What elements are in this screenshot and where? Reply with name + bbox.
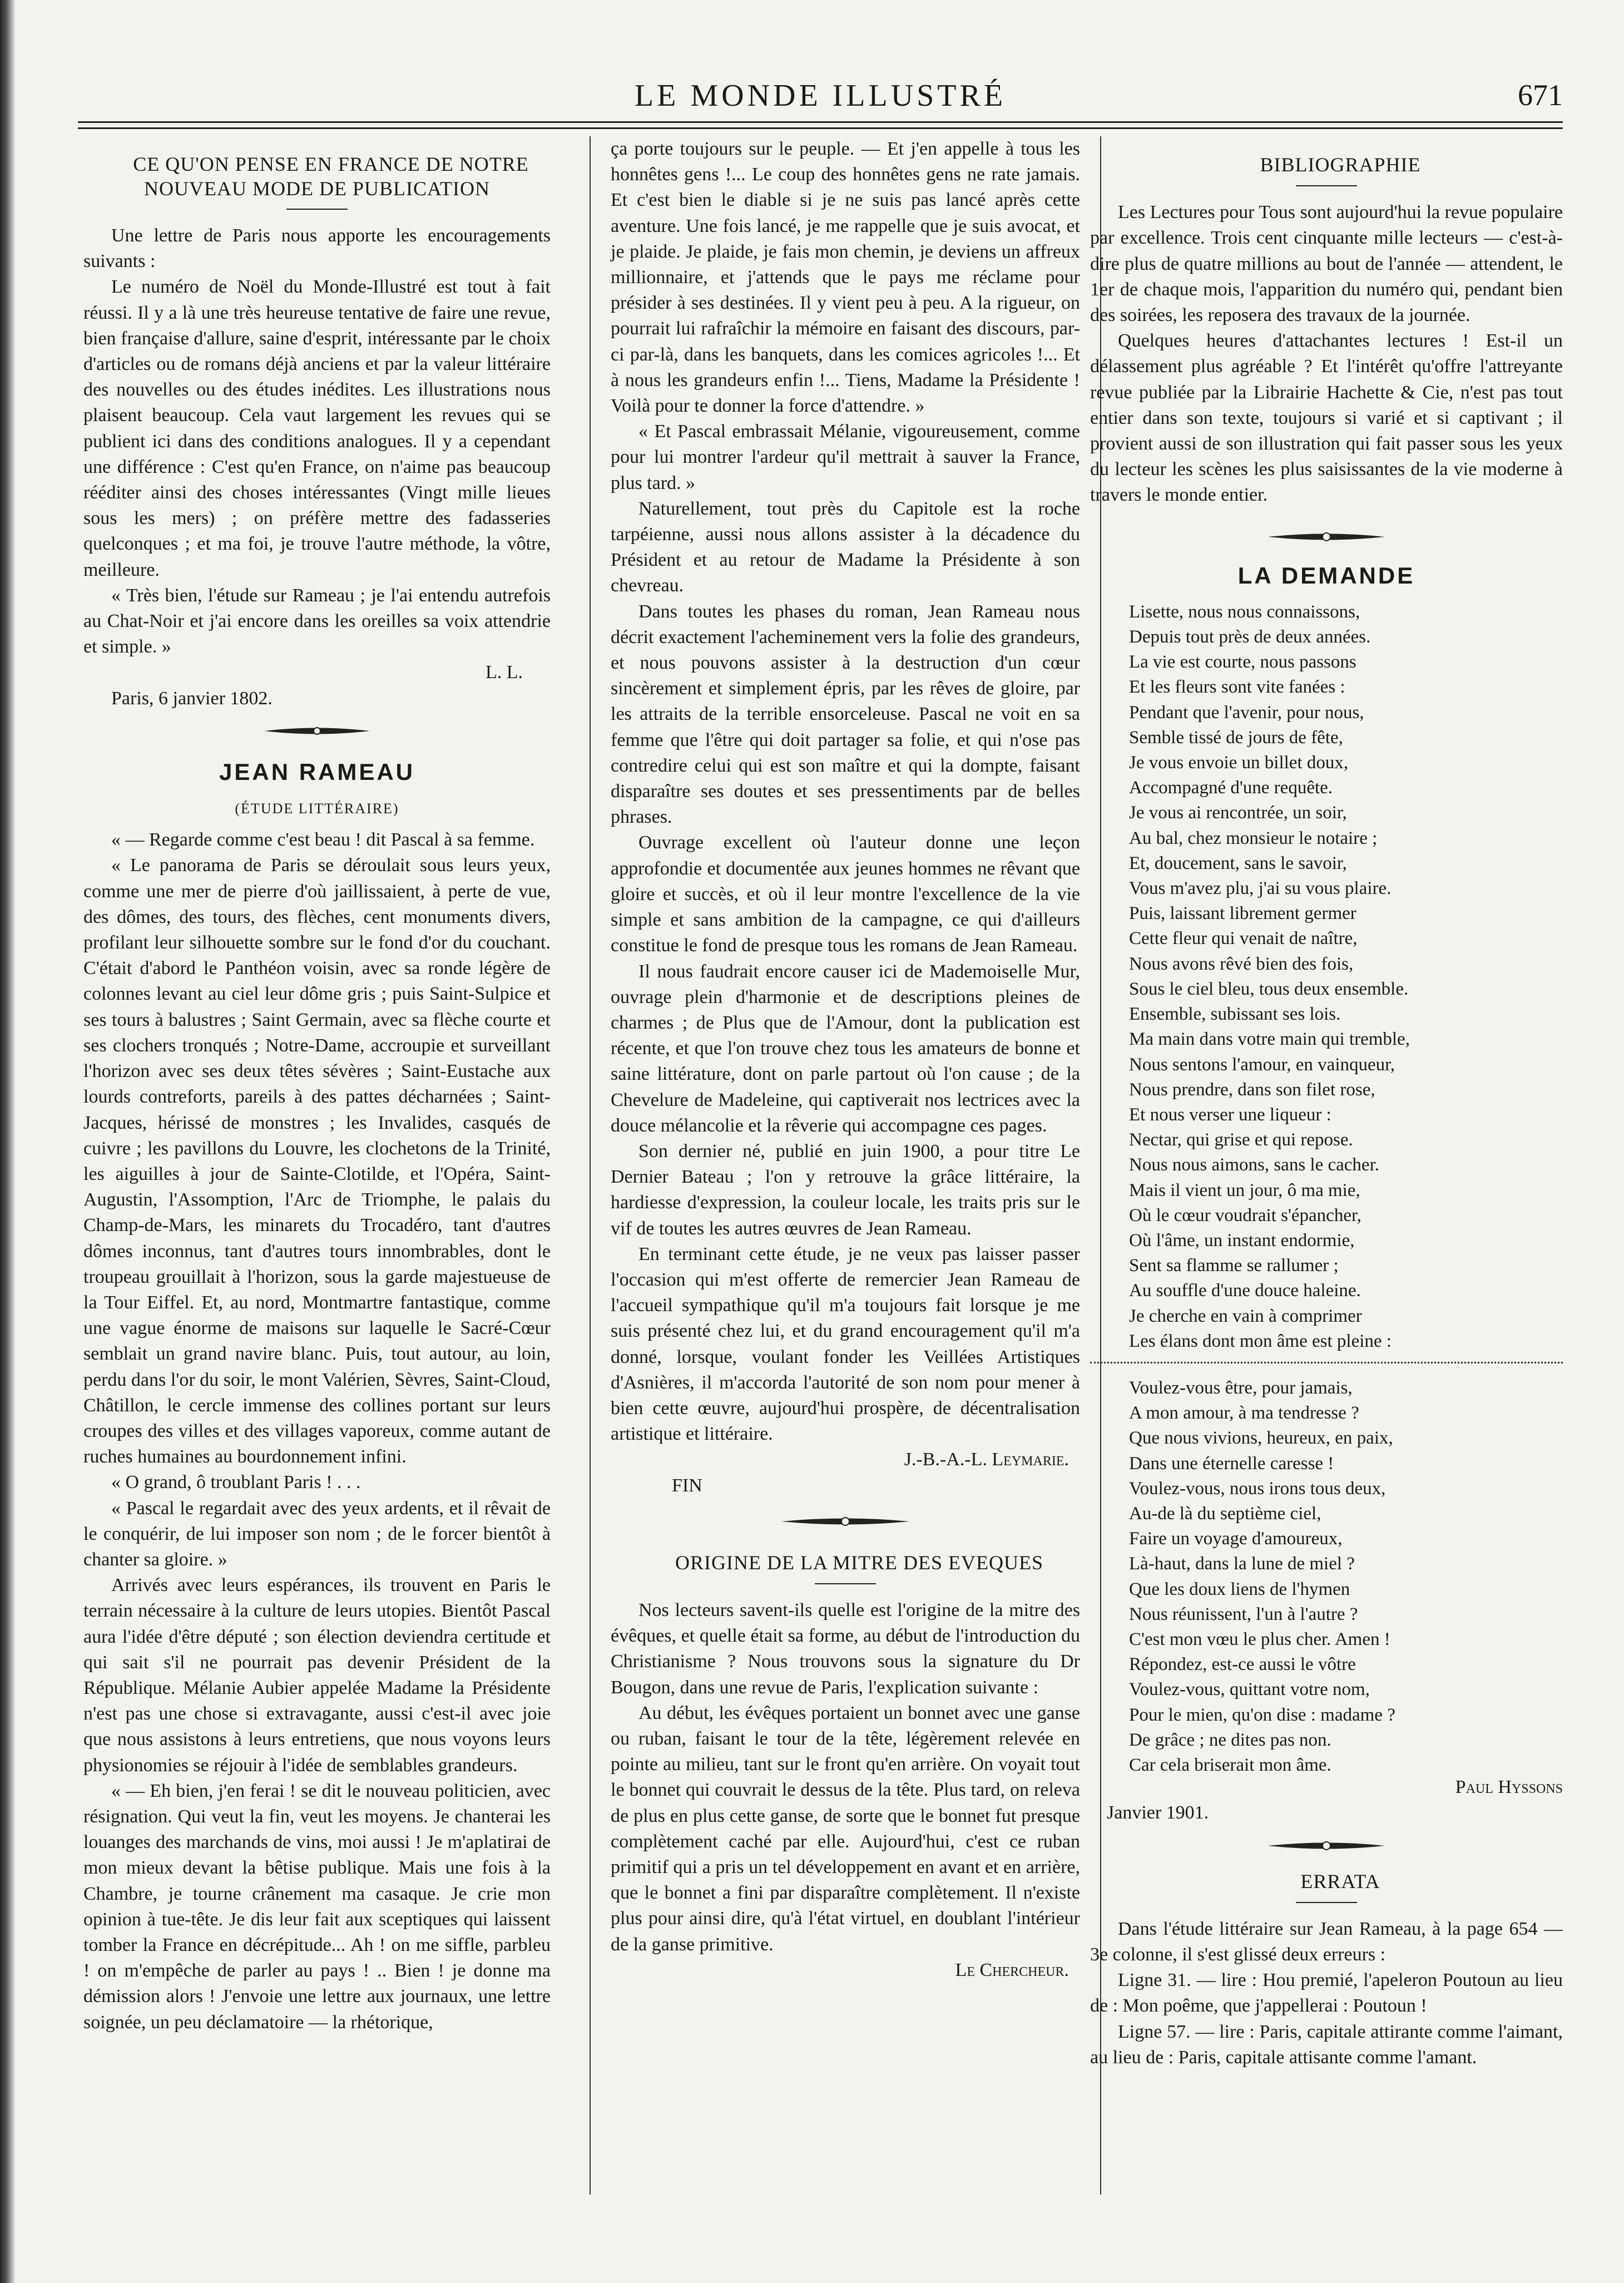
ornament-divider-icon (261, 725, 373, 737)
masthead-title: LE MONDE ILLUSTRÉ (634, 78, 1007, 113)
paragraph: Le numéro de Noël du Monde-Illustré est tout à fait réussi. Il y a là une très heureuse tentative de faire une revue, bien française d'allure, saine d'esprit, intéressante par le choix d'articles ou de romans déjà anciens et par la valeur littéraire des nouvelles ou des études inédites. Les illustrations nous plaisent beaucoup. Cela vaut largement les revues qui se publient ici dans des conditions analogues. Il y a cependant une différence : C'est qu'en France, on n'aime pas beaucoup rééditer ainsi des choses intéressantes (Vingt mille lieues sous les mers) ; on préfère mettre des fadasseries quelconques ; et ma foi, je trouve l'autre méthode, la vôtre, meilleure. (83, 276, 551, 580)
poem-line: Je cherche en vain à comprimer (1129, 1306, 1362, 1326)
signature: Le Chercheur. (955, 1959, 1069, 1980)
paragraph: « O grand, ô troublant Paris ! . . . (111, 1472, 361, 1493)
ornament-divider-icon (1265, 531, 1388, 543)
paragraph: ça porte toujours sur le peuple. — Et j'en appelle à tous les honnêtes gens !... Le coup des honnêtes gens ne rate jamais. Et c'est bien le diable si je ne suis pas lancé après cette aventure. Une fois lancé, je me rappelle que je suis avocat, et je plaide. Je plaide, je fais mon chemin, je deviens un affreux millionnaire, et j'attends que le pays me réclame pour présider à ses destinées. Il y vient peu à peu. A la rigueur, on pourrait lui rafraîchir la mémoire en faisant des discours, par-ci par-là, dans les banquets, dans les comices agricoles !... Et à nous les grandeurs enfin !... Tiens, Madame la Présidente ! Voilà pour te donner la force d'attendre. » (611, 139, 1080, 417)
poem-line: Nectar, qui grise et qui repose. (1129, 1130, 1353, 1150)
paragraph: Il nous faudrait encore causer ici de Mademoiselle Mur, ouvrage plein d'harmonie et de descriptions pleines de charmes ; de Plus que de l'Amour, dont la publication est récente, et que l'on trouve chez tous les amateurs de bonne et saine littérature, dont on parle partout où l'on cause ; de la Chevelure de Madeleine, qui captiverait nos lectrices avec la douce mélancolie et la rêverie qui accompagne ces pages. (611, 961, 1080, 1136)
page-number: 671 (1518, 78, 1563, 112)
poem-line: Ma main dans votre main qui tremble, (1129, 1029, 1410, 1050)
poem-line: Mais il vient un jour, ô ma mie, (1129, 1180, 1360, 1200)
poem-line: Nous nous aimons, sans le cacher. (1129, 1155, 1379, 1175)
poem-line: Nous réunissent, l'un à l'autre ? (1129, 1604, 1358, 1624)
poem-line: Répondez, est-ce aussi le vôtre (1129, 1654, 1356, 1675)
paragraph: Son dernier né, publié en juin 1900, a pour titre Le Dernier Bateau ; l'on y retrouve la grâce littéraire, la hardiesse d'expression, la couleur locale, les traits pris sur le vif de toutes les autres œuvres de Jean Rameau. (611, 1140, 1080, 1239)
article-title-jean-rameau: JEAN RAMEAU (219, 758, 415, 785)
poem-line: Nous prendre, dans son filet rose, (1129, 1079, 1375, 1100)
paragraph: Les Lectures pour Tous sont aujourd'hui la revue populaire par excellence. Trois cent cinquante mille lecteurs — c'est-à-dire plus de quatre millions au bout de l'année — attendent, le 1er de chaque mois, l'apparition du numéro qui, pendant bien des soirées, les reposera des travaux de la journée. (1090, 202, 1563, 326)
title-rule (815, 1583, 876, 1584)
poem-line: Et les fleurs sont vite fanées : (1129, 677, 1345, 698)
paragraph: Au début, les évêques portaient un bonnet avec une ganse ou ruban, faisant le tour de la tête, légèrement relevée en pointe au milieu, tant sur le front qu'en arrière. On voyait tout le bonnet qui couvrait le dessus de la tête. Plus tard, on releva de plus en plus cette ganse, de sorte que le bonnet fut presque complètement caché par elle. Aujourd'hui, c'est ce ruban primitif qui a pris un tel développement en avant et en arrière, que le bonnet a fini par disparaître complètement. Il n'existe plus pour ainsi dire, qu'à l'état virtuel, en doublant l'intérieur de la ganse primitive. (611, 1702, 1080, 1955)
paragraph: Dans l'étude littéraire sur Jean Rameau, à la page 654 — 3e colonne, il s'est glissé deux erreurs : (1090, 1918, 1563, 1965)
poem-line: De grâce ; ne dites pas non. (1129, 1729, 1331, 1750)
paragraph: Naturellement, tout près du Capitole est la roche tarpéienne, aussi nous allons assister à la décadence du Président et au retour de Madame la Présidente à son chevreau. (611, 498, 1080, 596)
paragraph: « Très bien, l'étude sur Rameau ; je l'ai entendu autrefois au Chat-Noir et j'ai encore dans les oreilles sa voix attendrie et simple. » (83, 585, 551, 658)
ornament-divider-icon (1265, 1840, 1388, 1852)
poem-line: C'est mon vœu le plus cher. Amen ! (1129, 1629, 1390, 1649)
paragraph: « — Eh bien, j'en ferai ! se dit le nouveau politicien, avec résignation. Qui veut la fin, veut les moyens. Je chanterai les louanges des marchands de vins, moi aussi ! Je m'aplatirai de mon mieux devant la bêtise publique. Mais une fois à la Chambre, je tourne crânement ma casaque. Je crie mon opinion à tue-tête. Je dis leur fait aux sceptiques qui laissent tomber la France en décrépitude... Ah ! on me siffle, parbleu ! on m'empêche de parler au pays ! .. Bien ! je donne ma démission alors ! J'envoie une lettre aux journaux, une lettre soignée, un peu déclamatoire — la rhétorique, (83, 1780, 551, 2033)
paragraph: Ligne 57. — lire : Paris, capitale attirante comme l'aimant, au lieu de : Paris, capitale attisante comme l'amant. (1090, 2021, 1563, 2068)
poem-line: Là-haut, dans la lune de miel ? (1129, 1554, 1355, 1574)
poem-line: Nous avons rêvé bien des fois, (1129, 953, 1354, 974)
poem-line: Les élans dont mon âme est pleine : (1129, 1331, 1392, 1351)
poem-signature: Paul Hyssons (1455, 1777, 1563, 1798)
poem-line: Au bal, chez monsieur le notaire ; (1129, 828, 1378, 848)
paragraph: Ligne 31. — lire : Hou premié, l'apeleron Poutoun au lieu de : Mon poême, que j'appellerai : Poutoun ! (1090, 1970, 1563, 2017)
signature: J.-B.-A.-L. Leymarie. (904, 1449, 1069, 1470)
poem-line: Depuis tout près de deux années. (1129, 627, 1371, 648)
poem-stanza-2 (1129, 1376, 1563, 1778)
poem-line: Dans une éternelle caresse ! (1129, 1453, 1334, 1474)
poem-line: Où le cœur voudrait s'épancher, (1129, 1205, 1361, 1225)
poem-line: Ensemble, subissant ses lois. (1129, 1004, 1341, 1025)
paragraph: En terminant cette étude, je ne veux pas laisser passer l'occasion qui m'est offerte de remercier Jean Rameau de l'accueil sympathique qu'il m'a toujours fait lorsque je me suis présenté chez lui, et du grand encouragement qu'il m'a donné, lorsque, voulant fonder les Veillées Artistiques d'Asnières, il m'accorda l'autorité de son nom pour mener à bien cette œuvre, aujourd'hui prospère, de décentralisation artistique et littéraire. (611, 1243, 1080, 1445)
poem-line: La vie est courte, nous passons (1129, 652, 1356, 673)
poem-line: Cette fleur qui venait de naître, (1129, 928, 1358, 949)
dotted-separator (1090, 1362, 1563, 1363)
column-3 (1090, 136, 1563, 2070)
poem-line: Pour le mien, qu'on dise : madame ? (1129, 1704, 1395, 1725)
paragraph: « Pascal le regardait avec des yeux ardents, et il rêvait de le conquérir, de lui imposer son nom ; de le forcer bientôt à chanter sa gloire. » (83, 1498, 551, 1570)
poem-line: Nous sentons l'amour, en vainqueur, (1129, 1054, 1395, 1075)
poem-date: Janvier 1901. (1107, 1802, 1209, 1824)
section-title-bibliographie: BIBLIOGRAPHIE (1260, 154, 1421, 176)
paragraph: « Et Pascal embrassait Mélanie, vigoureusement, comme pour lui montrer l'ardeur qu'il mettrait à sauver la France, plus tard. » (611, 421, 1080, 493)
paragraph: Dans toutes les phases du roman, Jean Rameau nous décrit exactement l'acheminement vers la folie des grandeurs, et nous pouvons assister à la destruction d'un cœur sincèrement et simplement épris, par les rêves de gloire, par les attraits de la terrible ensorceleuse. Pascal ne voit en sa femme que l'être qui doit partager sa folie, et qui n'ose pas contredire celui qui est son maître et qui la dompte, faisant disparaître ses doutes et ses pressentiments par de belles phrases. (611, 601, 1080, 828)
poem-line: Voulez-vous, quittant votre nom, (1129, 1679, 1370, 1700)
title-rule (1296, 185, 1357, 186)
title-rule (286, 209, 348, 210)
signature: L. L. (485, 662, 523, 683)
paragraph: Une lettre de Paris nous apporte les encouragements suivants : (83, 225, 551, 272)
poem-line: Je vous envoie un billet doux, (1129, 753, 1349, 773)
ornament-divider-icon (779, 1515, 912, 1528)
poem-line: Où l'âme, un instant endormie, (1129, 1230, 1355, 1251)
article-title-publication: CE QU'ON PENSE EN FRANCE DE NOTRE NOUVEAU MODE DE PUBLICATION (133, 153, 529, 200)
poem-line: Voulez-vous, nous irons tous deux, (1129, 1478, 1386, 1499)
section-title-errata: ERRATA (1300, 1870, 1380, 1892)
poem-line: Que les doux liens de l'hymen (1129, 1579, 1350, 1599)
page-header (78, 78, 1563, 122)
page-binding-edge (0, 0, 16, 2283)
poem-line: Faire un voyage d'amoureux, (1129, 1529, 1343, 1549)
poem-line: Vous m'avez plu, j'ai su vous plaire. (1129, 878, 1392, 899)
paragraph: Quelques heures d'attachantes lectures ! Est-il un délassement plus agréable ? Et l'intérêt qu'offre l'attreyante revue publiée par la Librairie Hachette & Cie, n'est pas tout entier dans son texte, toujours si varié et si captivant ; il provient aussi de son illustration qui fait passer sous les yeux du lecteur les scènes les plus saisissantes de la vie moderne à travers le monde entier. (1090, 330, 1563, 506)
paragraph: « Le panorama de Paris se déroulait sous leurs yeux, comme une mer de pierre d'où jaillissaient, à perte de vue, des dômes, des tours, des flèches, cent monuments divers, profilant leur silhouette sombre sur le fond d'or du couchant. C'était d'abord le Panthéon voisin, avec sa ronde légère de colonnes levant au ciel leur dôme gris ; puis Saint-Sulpice et ses tours à balustres ; Saint Germain, avec sa flèche courte et ses clochers tronqués ; Notre-Dame, accroupie et surveillant l'horizon avec ses deux têtes sévères ; Saint-Eustache aux lourds contreforts, pareils à des pattes décharnées ; Saint-Jacques, hérissé de monstres ; les Invalides, casqués de cuivre ; les pavillons du Louvre, les clochetons de la Trinité, les aiguilles à jour de Sainte-Clotilde, et l'Opéra, Saint-Augustin, l'Assomption, l'Arc de Triomphe, le palais du Champ-de-Mars, les minarets du Trocadéro, tant d'autres dômes inconnus, tant d'autres tours innombrables, dont le troupeau grouillait à l'horizon, sous la garde majestueuse de la Tour Eiffel. Et, au nord, Montmartre fantastique, comme une vague énorme de maisons sur laquelle le Sacré-Cœur semblait un grand navire blanc. Puis, tout autour, au loin, perdu dans l'or du soir, le mont Valérien, Sèvres, Saint-Cloud, Châtillon, le cercle immense des collines portant sur leurs croupes des villes et des villages vaporeux, comme autant de ruches humaines au bourdonnement infini. (83, 855, 551, 1467)
poem-line: Semble tissé de jours de fête, (1129, 727, 1343, 748)
poem-line: Voulez-vous être, pour jamais, (1129, 1377, 1353, 1398)
poem-title: LA DEMANDE (1237, 562, 1415, 589)
column-1 (83, 136, 551, 2035)
end-marker: FIN (672, 1475, 702, 1496)
dateline: Paris, 6 janvier 1802. (111, 688, 273, 709)
paragraph: « — Regarde comme c'est beau ! dit Pascal à sa femme. (111, 829, 535, 851)
poem-line: Sous le ciel bleu, tous deux ensemble. (1129, 979, 1409, 999)
poem-line: Sent sa flamme se rallumer ; (1129, 1256, 1339, 1276)
paragraph: Nos lecteurs savent-ils quelle est l'origine de la mitre des évêques, et quelle était sa forme, au début de l'introduction du Christianisme ? Nous trouvons sous la signature du Dr Bougon, dans une revue de Paris, l'explication suivante : (611, 1599, 1080, 1698)
poem-line: Je vous ai rencontrée, un soir, (1129, 803, 1347, 823)
poem-line: Au souffle d'une douce haleine. (1129, 1281, 1361, 1301)
poem-line: Au-de là du septième ciel, (1129, 1503, 1321, 1524)
poem-line: Car cela briserait mon âme. (1129, 1755, 1331, 1775)
paragraph: Ouvrage excellent où l'auteur donne une leçon approfondie et documentée aux jeunes hommes ne rêvant que gloire et succès, et où il leur montre l'excellence de la vie simple et sans ambition de la campagne, ce qui d'ailleurs constitue le fond de presque tous les romans de Jean Rameau. (611, 832, 1080, 956)
article-title-mitre: ORIGINE DE LA MITRE DES EVEQUES (675, 1551, 1043, 1574)
poem-line: A mon amour, à ma tendresse ? (1129, 1403, 1359, 1424)
poem-line: Et nous verser une liqueur : (1129, 1104, 1331, 1125)
poem-line: Et, doucement, sans le savoir, (1129, 853, 1347, 873)
title-rule (1296, 1902, 1357, 1903)
poem-line: Puis, laissant librement germer (1129, 903, 1356, 924)
poem-stanza-1 (1129, 600, 1563, 1354)
poem-line: Lisette, nous nous connaissons, (1129, 601, 1360, 622)
column-2 (590, 136, 1101, 2195)
poem-line: Que nous vivions, heureux, en paix, (1129, 1428, 1393, 1449)
article-subtitle: (ÉTUDE LITTÉRAIRE) (235, 800, 399, 817)
poem-line: Pendant que l'avenir, pour nous, (1129, 702, 1364, 723)
header-double-rule (78, 121, 1563, 129)
paragraph: Arrivés avec leurs espérances, ils trouvent en Paris le terrain nécessaire à la culture de leurs utopies. Bientôt Pascal aura l'idée d'être député ; son élection deviendra certitude et qui sait s'il ne pourrait pas devenir Président de la République. Mélanie Aubier appelée Madame la Présidente n'est pas une chose si extravagante, aussi c'est-il avec joie que nous assistons à leurs entretiens, que nous voyons leurs physionomies se réjouir à l'idée de semblables grandeurs. (83, 1575, 551, 1776)
poem-line: Accompagné d'une requête. (1129, 778, 1333, 798)
